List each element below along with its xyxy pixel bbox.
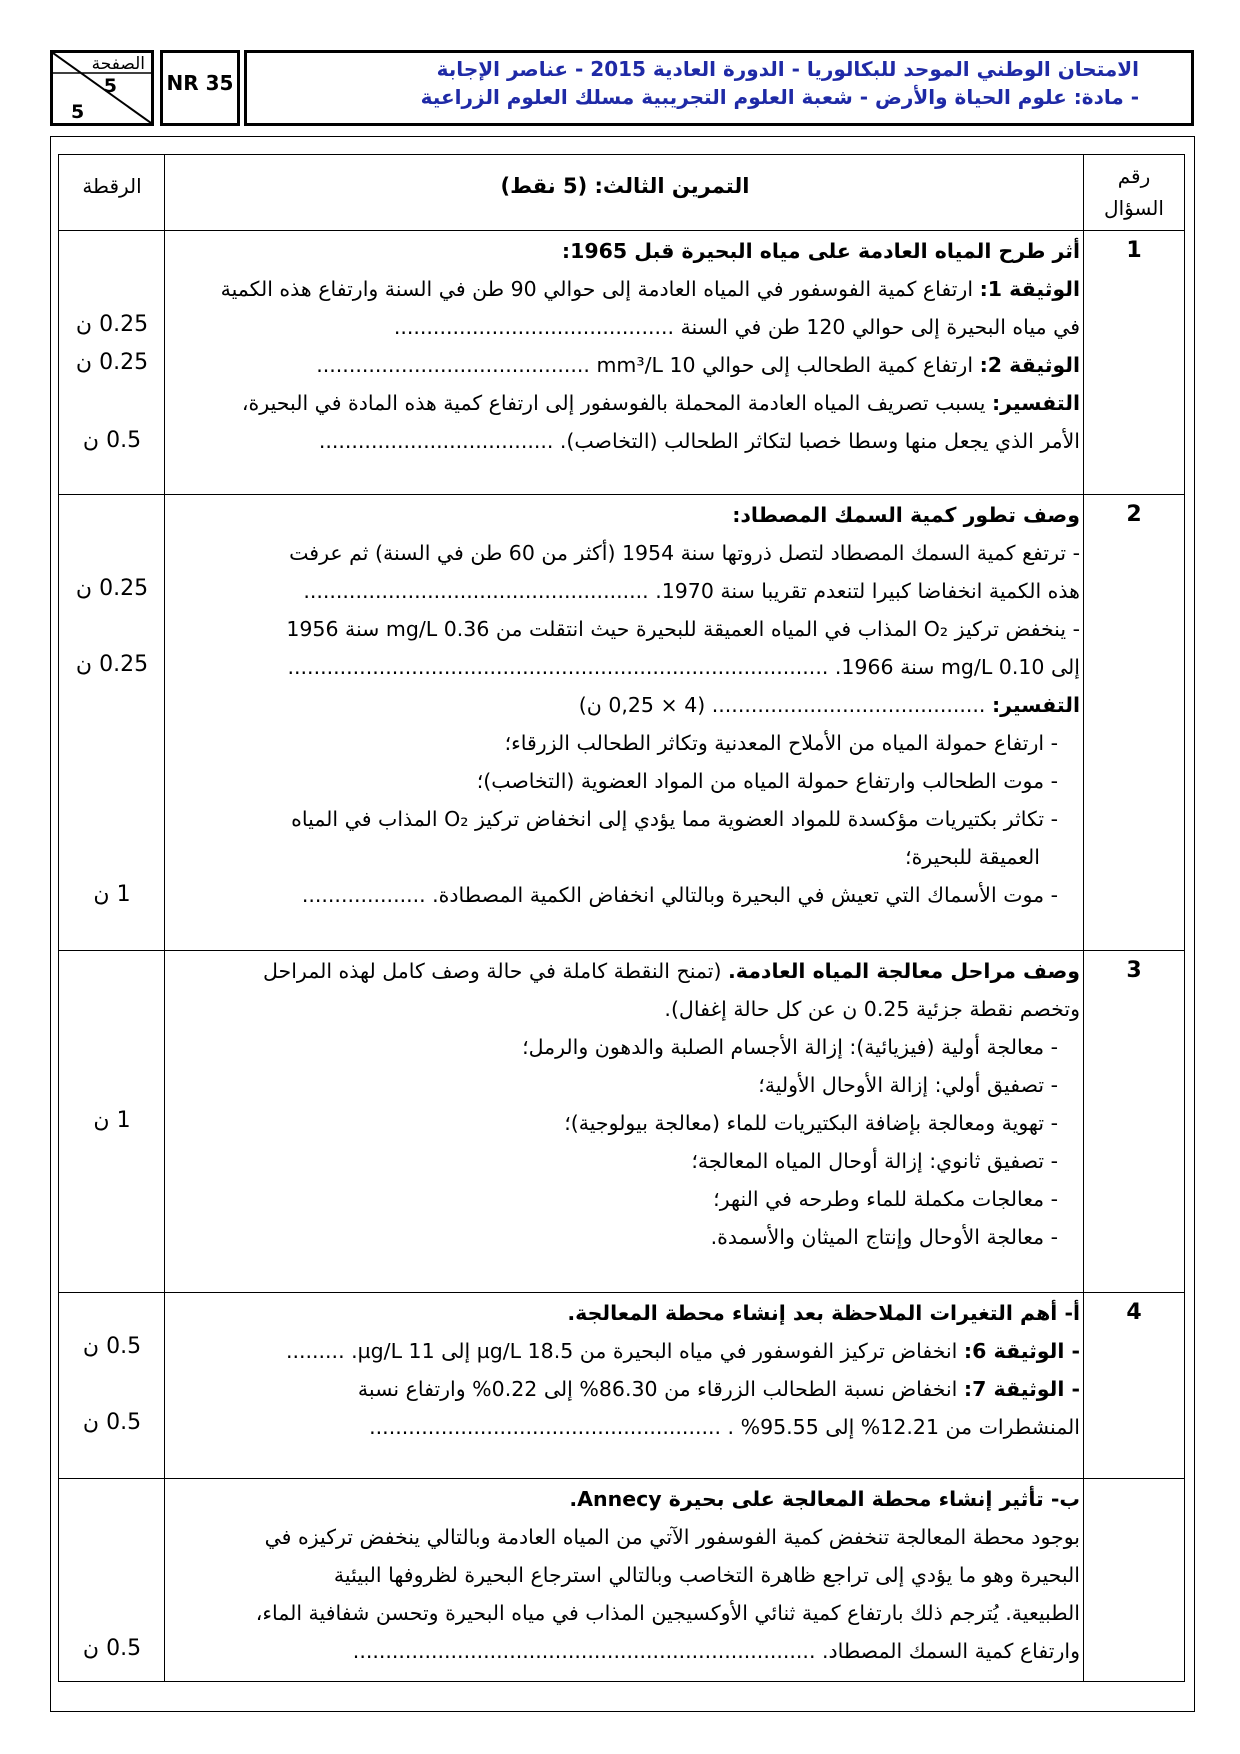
row-divider bbox=[58, 1292, 1185, 1293]
q3-bullet-3: تهوية ومعالجة بإضافة البكتيريات للماء (معالجة بيولوجية)؛ bbox=[564, 1111, 1045, 1135]
q2-heading: وصف تطور كمية السمك المصطاد: bbox=[732, 503, 1080, 527]
question-number-2: 2 bbox=[1126, 502, 1142, 527]
page-current: 5 bbox=[103, 75, 117, 97]
q4a-doc7-text-cont: المنشطرات من 12.21% إلى 95.55% . ...................................................... bbox=[369, 1415, 1080, 1439]
page-total: 5 bbox=[71, 101, 85, 123]
answer-3: وصف مراحل معالجة المياه العادمة. (تمنح النقطة كاملة في حالة وصف كامل لهذه المراحل وتخصم نقطة جزئية 0.25 ن عن كل حالة إغفال). - معالجة أولية (فيزيائية): إزالة الأجسام الصلبة والدهون والرمل؛ - تصفيق أولي: إزالة الأوحال الأولية؛ - تهوية ومعالجة بإضافة البكتيريات للماء (معالجة بيولوجية)؛ - تصفيق ثانوي: إزالة أوحال المياه المعالجة؛ - معالجات مكملة للماء وطرحه في النهر؛ - معالجة الأوحال وإنتاج الميثان والأسمدة. bbox=[170, 952, 1080, 1256]
exam-title-box bbox=[244, 50, 1194, 126]
q3-line2: وتخصم نقطة جزئية 0.25 ن عن كل حالة إغفال). bbox=[664, 997, 1080, 1021]
q1-interp-text: يسبب تصريف المياه العادمة المحملة بالفوسفور إلى ارتفاع كمية هذه المادة في البحيرة، bbox=[241, 391, 986, 415]
grade-q4b: 0.5 ن bbox=[82, 1636, 142, 1661]
q1-doc2-label: الوثيقة 2: bbox=[979, 353, 1080, 377]
q4a-doc6-label: - الوثيقة 6: bbox=[963, 1339, 1080, 1363]
exam-code: NR 35 bbox=[160, 50, 240, 126]
q1-interp-text-cont: الأمر الذي يجعل منها وسطا خصبا لتكاثر الطحالب (التخاصب). .................................... bbox=[318, 429, 1080, 453]
q1-doc1-text: ارتفاع كمية الفوسفور في المياه العادمة إلى حوالي 90 طن في السنة وارتفاع هذه الكمية bbox=[220, 277, 974, 301]
q2-point1: - ترتفع كمية السمك المصطاد لتصل ذروتها سنة 1954 (أكثر من 60 طن في السنة) ثم عرفت bbox=[289, 541, 1080, 565]
q2-bullet-1: ارتفاع حمولة المياه من الأملاح المعدنية وتكاثر الطحالب الزرقاء؛ bbox=[504, 731, 1045, 755]
q1-heading: أثر طرح المياه العادمة على مياه البحيرة قبل 1965: bbox=[561, 239, 1080, 263]
q4a-doc7-label: - الوثيقة 7: bbox=[963, 1377, 1080, 1401]
q4b-heading: ب- تأثير إنشاء محطة المعالجة على بحيرة Annecy. bbox=[569, 1487, 1080, 1511]
q1-doc1-label: الوثيقة 1: bbox=[979, 277, 1080, 301]
row-divider bbox=[58, 230, 1185, 231]
q3-bullet-4: تصفيق ثانوي: إزالة أوحال المياه المعالجة؛ bbox=[691, 1149, 1045, 1173]
q3-bullet-1: معالجة أولية (فيزيائية): إزالة الأجسام الصلبة والدهون والرمل؛ bbox=[522, 1035, 1045, 1059]
q1-doc2-text: ارتفاع كمية الطحالب إلى حوالي 10 mm³/L .......................................... bbox=[316, 353, 974, 377]
page-label: الصفحة bbox=[91, 54, 145, 74]
q2-bullet-3-cont: العميقة للبحيرة؛ bbox=[905, 845, 1040, 869]
q2-point2-cont: إلى 0.10 mg/L سنة 1966. ................................................................................... bbox=[287, 655, 1080, 679]
q1-interp-label: التفسير: bbox=[991, 391, 1080, 415]
row-divider bbox=[58, 950, 1185, 951]
q3-heading-rest: (تمنح النقطة كاملة في حالة وصف كامل لهذه المراحل bbox=[263, 959, 722, 983]
q3-heading: وصف مراحل معالجة المياه العادمة. bbox=[728, 959, 1080, 983]
exam-title-line1: الامتحان الوطني الموحد للبكالوريا - الدورة العادية 2015 - عناصر الإجابة bbox=[436, 57, 1139, 81]
grade-q4a-1: 0.5 ن bbox=[82, 1334, 142, 1359]
row-divider bbox=[58, 494, 1185, 495]
q1-doc1-text-cont: في مياه البحيرة إلى حوالي 120 طن في السنة ........................................... bbox=[393, 315, 1080, 339]
column-divider-right bbox=[1083, 154, 1084, 1682]
page-number-box bbox=[50, 50, 154, 126]
grade-q3: 1 ن bbox=[93, 1108, 131, 1133]
answer-1 bbox=[170, 232, 1080, 460]
answer-4b bbox=[170, 1480, 1080, 1670]
header-grade: الرقطة bbox=[82, 174, 142, 198]
question-number-1: 1 bbox=[1126, 238, 1142, 263]
q4b-line1: بوجود محطة المعالجة تنخفض كمية الفوسفور الآتي من المياه العادمة وبالتالي ينخفض تركيزه في bbox=[264, 1525, 1080, 1549]
exam-title-line2: - مادة: علوم الحياة والأرض - شعبة العلوم التجريبية مسلك العلوم الزراعية bbox=[420, 85, 1139, 109]
grade-q2-b: 0.25 ن bbox=[75, 652, 149, 677]
grade-q2-c: 1 ن bbox=[93, 882, 131, 907]
q4b-line4: وارتفاع كمية السمك المصطاد. ....................................................................... bbox=[352, 1639, 1080, 1663]
answer-4a bbox=[170, 1294, 1080, 1446]
grade-q4a-2: 0.5 ن bbox=[82, 1410, 142, 1435]
q4a-doc7-text: انخفاض نسبة الطحالب الزرقاء من 86.30% إلى 0.22% وارتفاع نسبة bbox=[357, 1377, 958, 1401]
q3-bullet-5: معالجات مكملة للماء وطرحه في النهر؛ bbox=[713, 1187, 1045, 1211]
q4b-line2: البحيرة وهو ما يؤدي إلى تراجع ظاهرة التخاصب وبالتالي استرجاع البحيرة لظروفها البيئية bbox=[333, 1563, 1080, 1587]
header-question-number: رقم السؤال bbox=[1104, 164, 1164, 220]
q2-bullet-4: موت الأسماك التي تعيش في البحيرة وبالتالي انخفاض الكمية المصطادة. ................... bbox=[301, 883, 1045, 907]
grade-q1-c: 0.5 ن bbox=[82, 428, 142, 453]
answer-2: وصف تطور كمية السمك المصطاد: - ترتفع كمية السمك المصطاد لتصل ذروتها سنة 1954 (أكثر من 60 طن في السنة) ثم عرفت هذه الكمية انخفاضا كبيرا لتنعدم تقريبا سنة 1970. ..................................................... - ينخفض تركيز O₂ المذاب في المياه العميقة للبحيرة حيث انتقلت من 0.36 mg/L سنة 1956 إلى 0.10 mg/L سنة 1966. ................................................................................... التفسير: .......................................... (4 × 0,25 ن) - ارتفاع حمولة المياه من الأملاح المعدنية وتكاثر الطحالب الزرقاء؛ - موت الطحالب وارتفاع حمولة المياه من المواد العضوية (التخاصب)؛ - تكاثر بكتيريات مؤكسدة للمواد العضوية مما يؤدي إلى انخفاض تركيز O₂ المذاب في المياه العميقة للبحيرة؛ - موت الأسماك التي تعيش في البحيرة وبالتالي انخفاض الكمية المصطادة. ................... bbox=[170, 496, 1080, 914]
grade-q1-b: 0.25 ن bbox=[75, 350, 149, 375]
exercise-title: التمرين الثالث: (5 نقط) bbox=[500, 174, 750, 198]
q4a-doc6-text: انخفاض تركيز الفوسفور في مياه البحيرة من 18.5 µg/L إلى 11 µg/L. ......... bbox=[285, 1339, 958, 1363]
q2-point2: - ينخفض تركيز O₂ المذاب في المياه العميقة للبحيرة حيث انتقلت من 0.36 mg/L سنة 1956 bbox=[286, 617, 1080, 641]
q3-bullet-2: تصفيق أولي: إزالة الأوحال الأولية؛ bbox=[758, 1073, 1045, 1097]
q2-point1-cont: هذه الكمية انخفاضا كبيرا لتنعدم تقريبا سنة 1970. ..................................................... bbox=[303, 579, 1080, 603]
question-number-4: 4 bbox=[1126, 1300, 1142, 1325]
q2-bullet-3: تكاثر بكتيريات مؤكسدة للمواد العضوية مما يؤدي إلى انخفاض تركيز O₂ المذاب في المياه bbox=[291, 807, 1045, 831]
row-divider bbox=[58, 1478, 1185, 1479]
grade-q2-a: 0.25 ن bbox=[75, 576, 149, 601]
q3-bullet-6: معالجة الأوحال وإنتاج الميثان والأسمدة. bbox=[710, 1225, 1045, 1249]
q2-bullet-2: موت الطحالب وارتفاع حمولة المياه من المواد العضوية (التخاصب)؛ bbox=[476, 769, 1045, 793]
q2-interp-rest: .......................................... (4 × 0,25 ن) bbox=[578, 693, 986, 717]
q2-interp-label: التفسير: bbox=[991, 693, 1080, 717]
column-divider-left bbox=[164, 154, 165, 1682]
q4a-heading: أ- أهم التغيرات الملاحظة بعد إنشاء محطة المعالجة. bbox=[567, 1301, 1080, 1325]
question-number-3: 3 bbox=[1126, 958, 1142, 983]
q4b-line3: الطبيعية. يُترجم ذلك بارتفاع كمية ثنائي الأوكسيجين المذاب في مياه البحيرة وتحسن شفافية الماء، bbox=[255, 1601, 1080, 1625]
grade-q1-a: 0.25 ن bbox=[75, 312, 149, 337]
